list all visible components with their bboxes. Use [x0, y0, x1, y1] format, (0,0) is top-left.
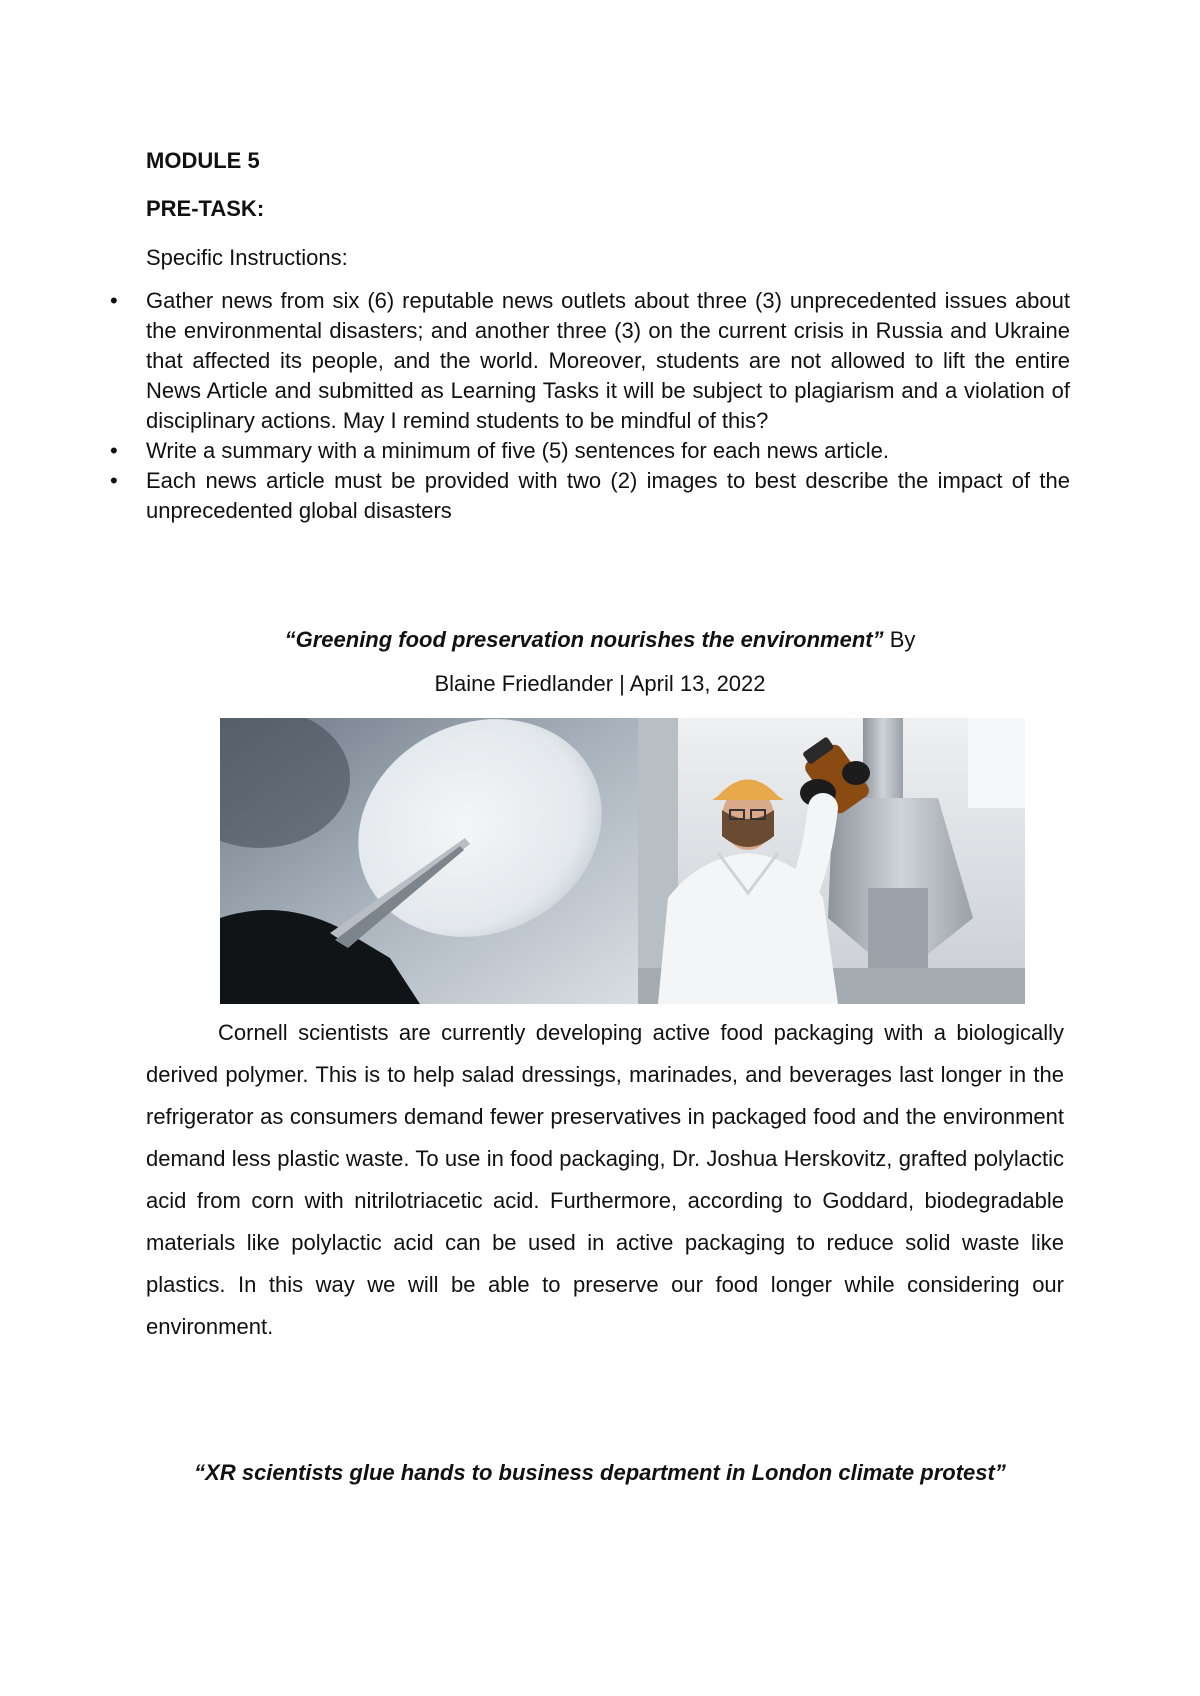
bullet-marker: •	[110, 468, 118, 493]
pretask-heading: PRE-TASK:	[146, 196, 265, 221]
list-item	[110, 436, 1070, 466]
list-item	[110, 286, 1070, 436]
instructions-label: Specific Instructions:	[146, 245, 348, 270]
article-by: By	[883, 627, 916, 652]
bullet-text: Gather news from six (6) reputable news outlets about three (3) unprecedented issues about the environmental disasters; and another three (3) on the current crisis in Russia and Ukraine that affected its people, and the world. Moreover, students are not allowed to lift the entire News Article and submitted as Learning Tasks it will be subject to plagiarism and a violation of disciplinary actions. May I remind students to be mindful of this?	[146, 288, 1070, 433]
article-byline: Blaine Friedlander | April 13, 2022	[434, 671, 766, 696]
article-summary-text: Cornell scientists are currently developing active food packaging with a biologically derived polymer. This is to help salad dressings, marinades, and beverages last longer in the refrigerator as consumers demand fewer preservatives in packaged food and the environment demand less plastic waste. To use in food packaging, Dr. Joshua Herskovitz, grafted polylactic acid from corn with nitrilotriacetic acid. Furthermore, according to Goddard, biodegradable materials like polylactic acid can be used in active packaging to reduce solid waste like plastics. In this way we will be able to preserve our food longer while considering our environment.	[146, 1020, 1064, 1339]
bullet-marker: •	[110, 288, 118, 313]
scientist-amber-jar-lab-photo	[638, 718, 1025, 1004]
instruction-list	[110, 286, 1070, 526]
bullet-marker: •	[110, 438, 118, 463]
bullet-text: Each news article must be provided with two (2) images to best describe the impact of the unprecedented global disasters	[146, 468, 1070, 523]
article-summary	[146, 1012, 1064, 1348]
second-article-title: “XR scientists glue hands to business department in London climate protest”	[194, 1460, 1006, 1485]
module-heading: MODULE 5	[146, 148, 260, 173]
list-item	[110, 466, 1070, 526]
bullet-text: Write a summary with a minimum of five (5) sentences for each news article.	[146, 438, 889, 463]
article-title	[0, 627, 1200, 653]
film-disc-tweezers-photo	[220, 718, 638, 1004]
article-title-text: “Greening food preservation nourishes the environment”	[284, 627, 884, 652]
